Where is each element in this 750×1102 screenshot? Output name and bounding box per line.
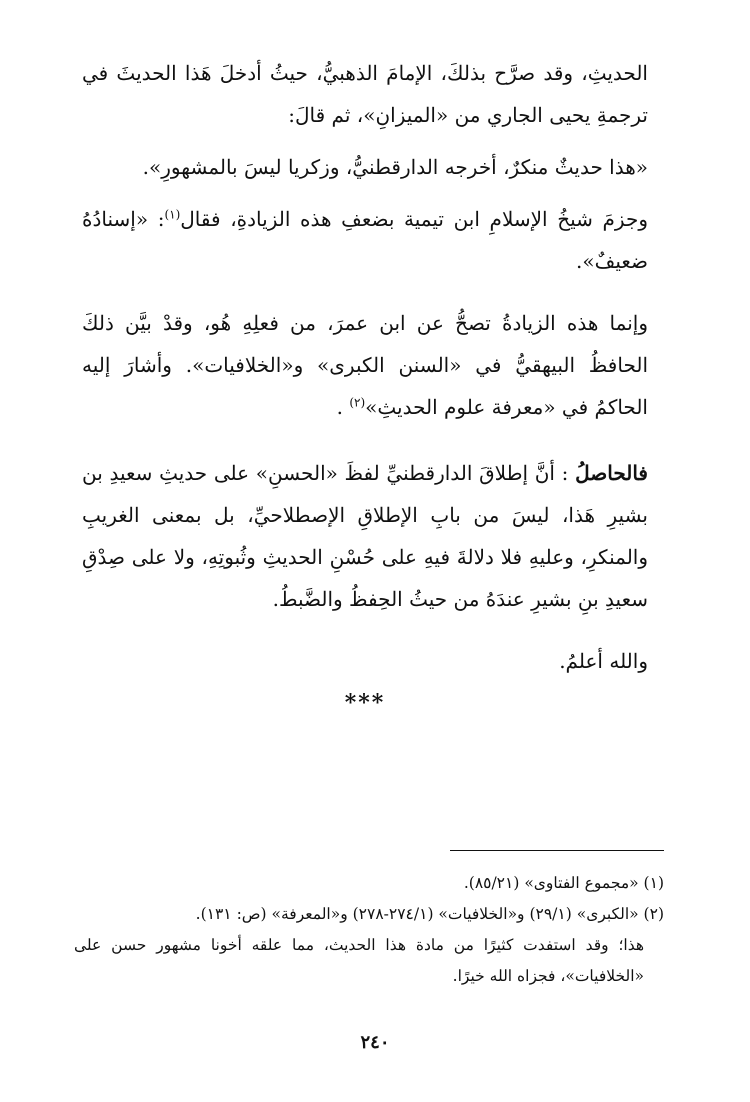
paragraph-text: : «إسنادُهُ ضعيفٌ». — [82, 207, 648, 273]
footnote-ref-1: (١) — [164, 207, 181, 222]
paragraph-ibn-taymiyyah — [82, 198, 648, 282]
paragraph-text: وجزمَ شيخُ الإسلامِ ابن تيمية بضعفِ هذه الزيادةِ، فقال — [180, 207, 648, 231]
paragraph-quote: «هذا حديثٌ منكرٌ، أخرجه الدارقطنيُّ، وزكريا ليسَ بالمشهورِ». — [142, 155, 648, 179]
conclusion-lead: فالحاصلُ — [575, 461, 648, 485]
paragraph-dhahabi: الحديثِ، وقد صرَّح بذلكَ، الإمامَ الذهبيُّ، حيثُ أدخلَ هَذا الحديثَ في ترجمةِ يحيى الجاري من «الميزانِ»، ثم قالَ: — [82, 61, 648, 127]
footnote-divider — [450, 850, 664, 851]
section-separator: *** — [344, 690, 386, 716]
paragraph-end: . — [336, 395, 343, 419]
paragraph-conclusion — [82, 452, 648, 620]
footnote-ref-2: (٢) — [349, 395, 366, 410]
paragraph-bayhaqi — [82, 302, 648, 428]
paragraph-text: : أنَّ إطلاقَ الدارقطنيِّ لفظَ «الحسنِ» على حديثِ سعيدِ بن بشيرِ هَذا، ليسَ من بابِ الإطلاقِ الإصطلاحيِّ، بل بمعنى الغريبِ والمنكرِ، وعليهِ فلا دلالةَ فيهِ على حُسْنِ الحديثِ وثُبوتِهِ، ولا على صِدْقِ سعيدِ بنِ بشيرِ عندَهُ من حيثُ الحِفظُ والضَّبطُ. — [82, 461, 648, 611]
paragraph-closing: والله أعلمُ. — [559, 649, 648, 673]
page-number: ٢٤٠ — [360, 1032, 390, 1053]
footnotes — [74, 868, 664, 992]
page-body — [82, 52, 648, 716]
footnote-2: (٢) «الكبرى» (٢٩/١) و«الخلافيات» (٢٧٤/١-٢٧٨) و«المعرفة» (ص: ١٣١). — [195, 905, 664, 923]
footnote-1: (١) «مجموع الفتاوى» (٨٥/٢١). — [463, 874, 664, 892]
footnote-2-continuation: هذا؛ وقد استفدت كثيرًا من مادة هذا الحديث، مما علقه أخونا مشهور حسن على «الخلافيات»، فجزاه الله خيرًا. — [74, 936, 644, 985]
paragraph-text: وإنما هذه الزيادةُ تصحُّ عن ابن عمرَ، من فعلِهِ هُو، وقدْ بيَّن ذلكَ الحافظُ البيهقيُّ في «السنن الكبرى» و«الخلافيات». وأشارَ إليه الحاكمُ في «معرفة علوم الحديثِ» — [82, 311, 648, 419]
